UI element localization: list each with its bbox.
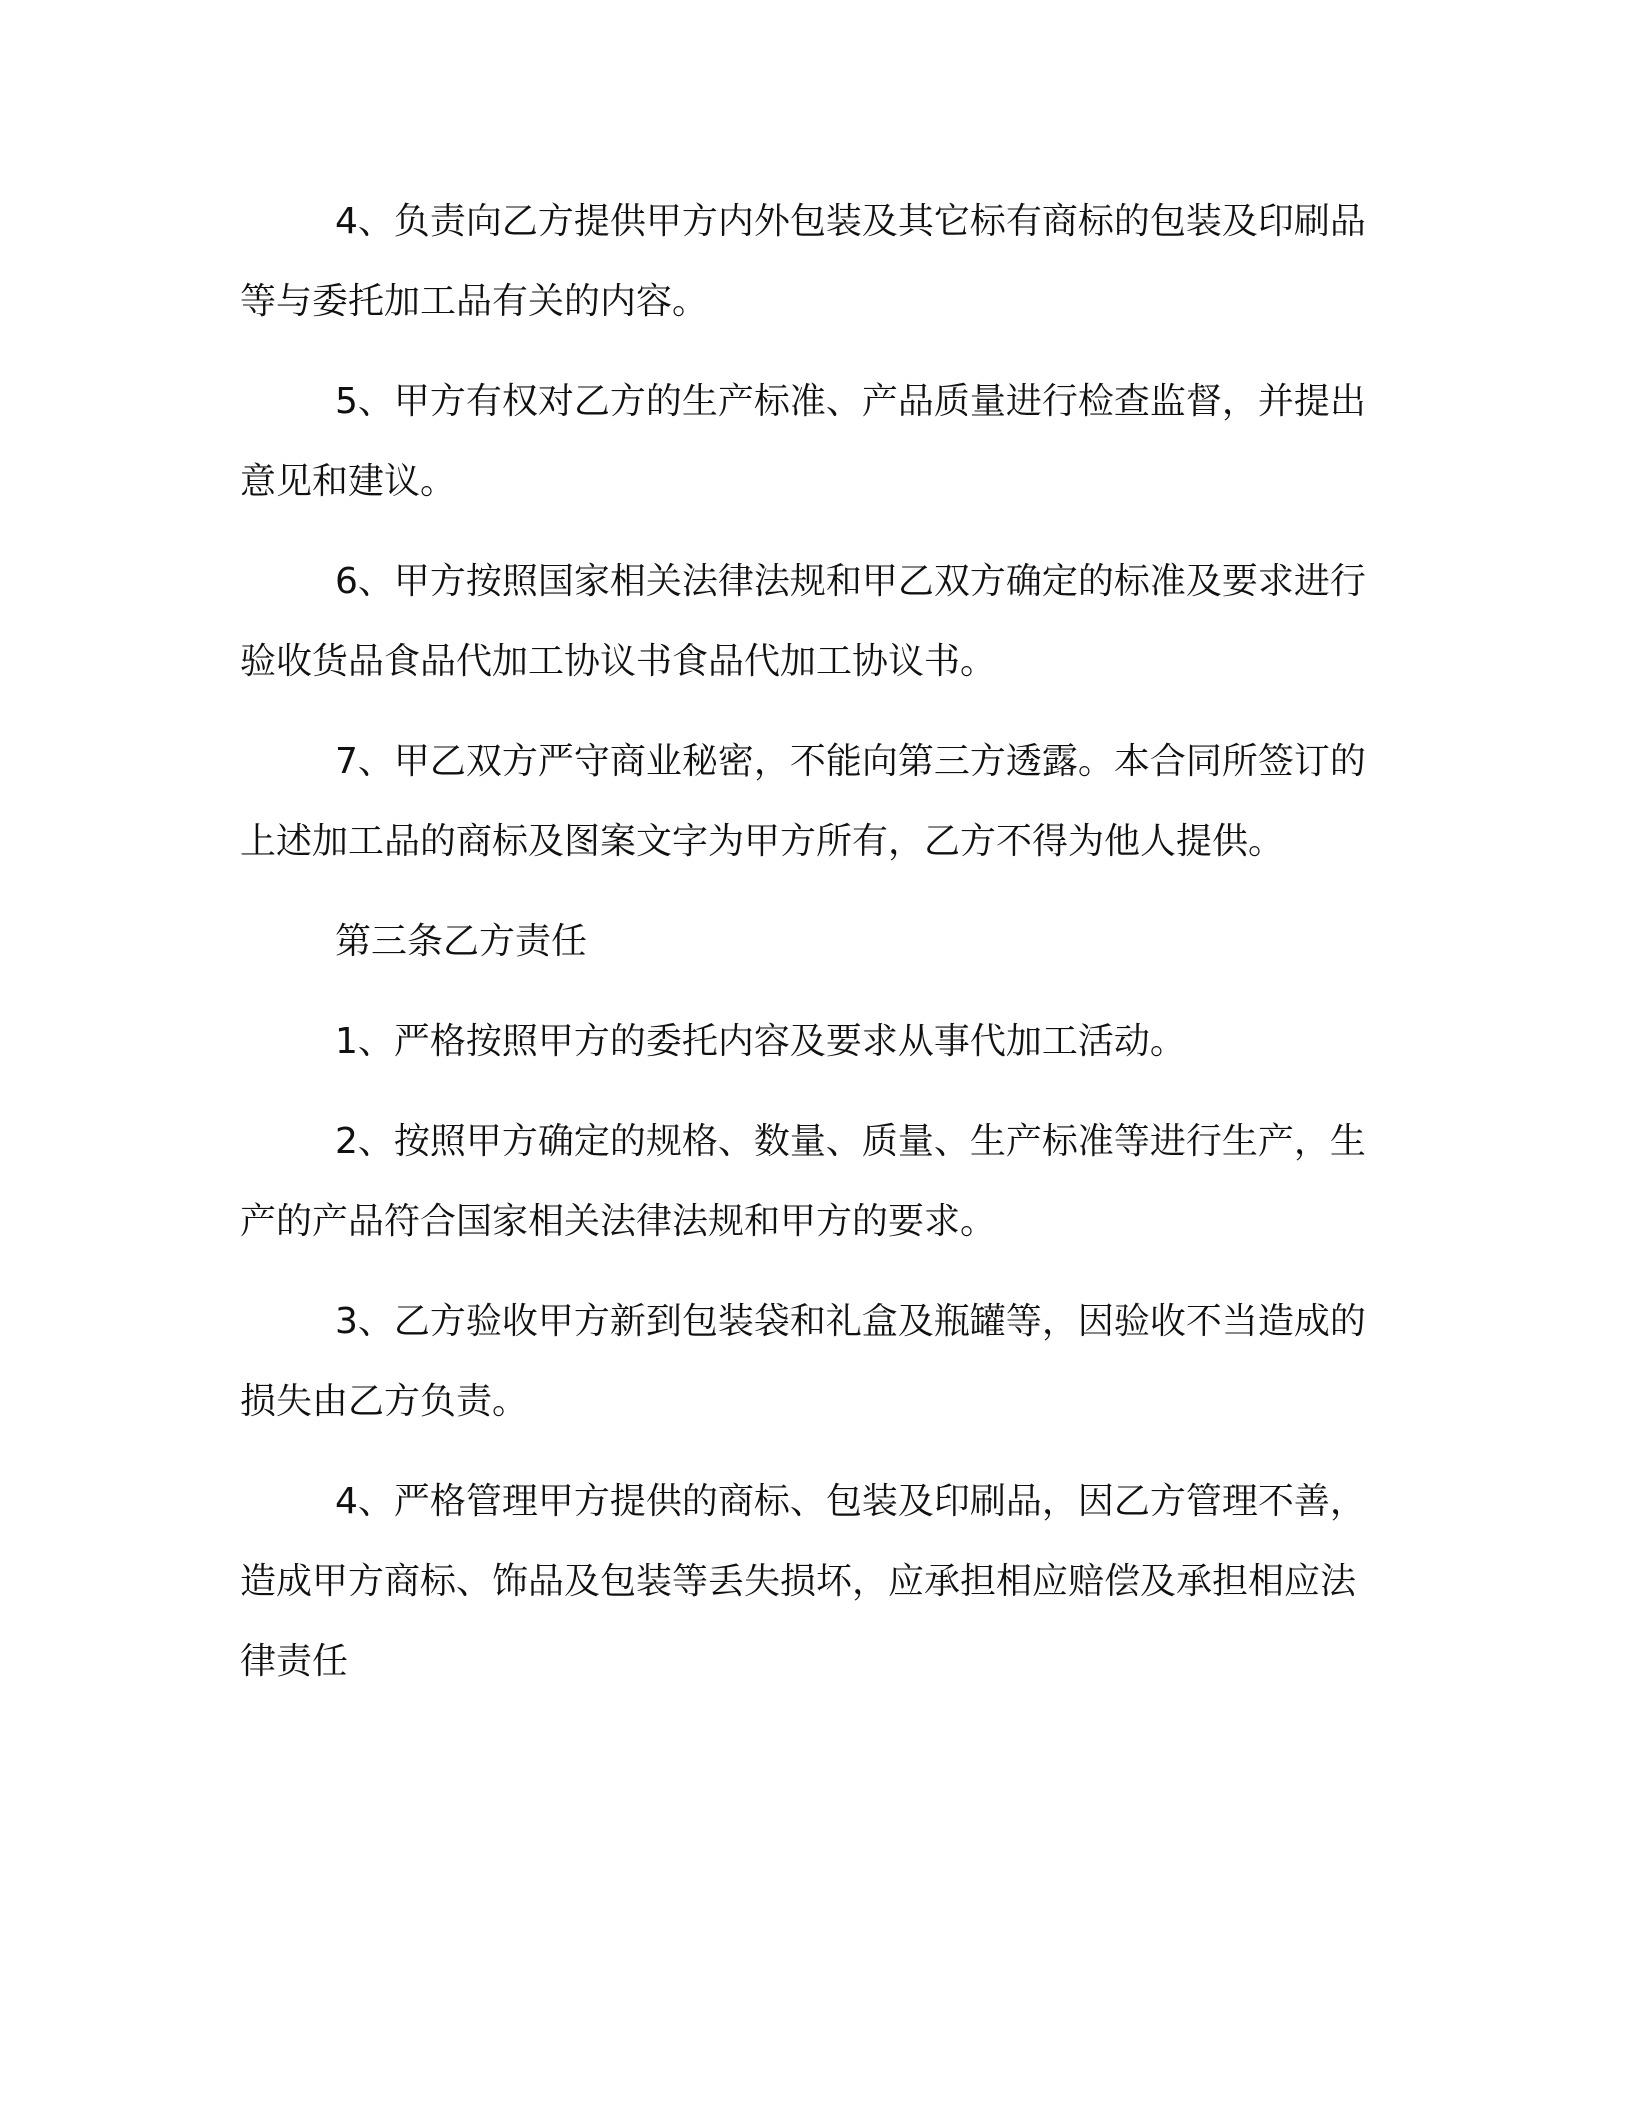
paragraph-party-a-item-7: 7、甲乙双方严守商业秘密，不能向第三方透露。本合同所签订的上述加工品的商标及图案文字为甲方所有，乙方不得为他人提供。	[240, 741, 1366, 862]
section-heading: 第三条乙方责任	[335, 921, 588, 962]
document-body	[240, 182, 1380, 1722]
paragraph-party-a-item-4: 4、负责向乙方提供甲方内外包装及其它标有商标的包装及印刷品等与委托加工品有关的内容。	[240, 201, 1366, 322]
paragraph-party-b-item-2: 2、按照甲方确定的规格、数量、质量、生产标准等进行生产，生产的产品符合国家相关法律法规和甲方的要求。	[240, 1121, 1366, 1242]
paragraph-party-a-item-5: 5、甲方有权对乙方的生产标准、产品质量进行检查监督，并提出意见和建议。	[240, 381, 1366, 502]
paragraph-party-a-item-6: 6、甲方按照国家相关法律法规和甲乙双方确定的标准及要求进行验收货品食品代加工协议书食品代加工协议书。	[240, 561, 1366, 682]
paragraph-party-b-item-4: 4、严格管理甲方提供的商标、包装及印刷品，因乙方管理不善，造成甲方商标、饰品及包装等丢失损坏，应承担相应赔偿及承担相应法律责任	[240, 1481, 1366, 1682]
paragraph-party-b-item-3: 3、乙方验收甲方新到包装袋和礼盒及瓶罐等，因验收不当造成的损失由乙方负责。	[240, 1301, 1366, 1422]
paragraph-party-b-item-1: 1、严格按照甲方的委托内容及要求从事代加工活动。	[335, 1021, 1186, 1062]
